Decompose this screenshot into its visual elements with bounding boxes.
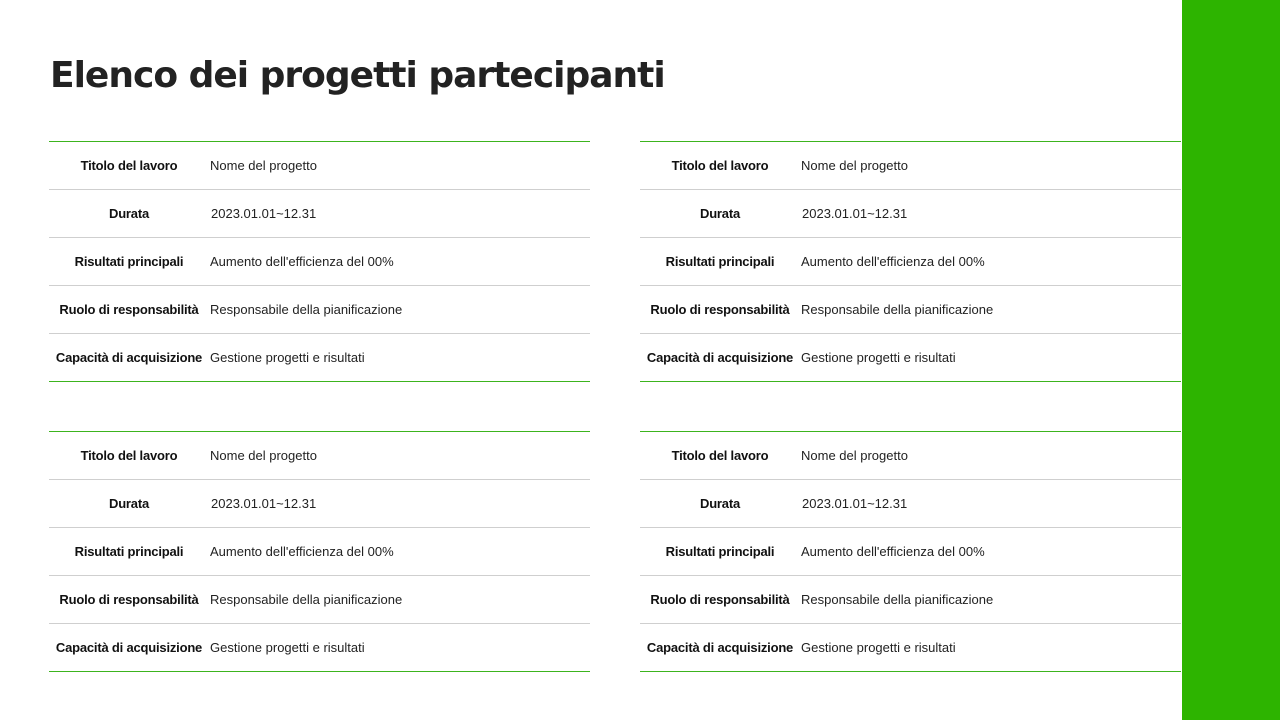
row-value: Responsabile della pianificazione bbox=[210, 592, 403, 607]
row-label: Titolo del lavoro bbox=[671, 448, 769, 463]
project-card-3 bbox=[49, 431, 590, 672]
project-card-1 bbox=[49, 141, 590, 382]
row-role bbox=[640, 576, 1181, 624]
row-role bbox=[49, 576, 590, 624]
row-label: Ruolo di responsabilità bbox=[650, 302, 790, 317]
row-value: Gestione progetti e risultati bbox=[210, 640, 365, 655]
row-label: Ruolo di responsabilità bbox=[59, 592, 199, 607]
row-value: Responsabile della pianificazione bbox=[801, 592, 994, 607]
row-label: Durata bbox=[109, 496, 149, 511]
accent-side-bar bbox=[1182, 0, 1280, 720]
row-label: Risultati principali bbox=[74, 254, 184, 269]
row-label: Capacità di acquisizione bbox=[55, 350, 203, 365]
row-value: 2023.01.01~12.31 bbox=[802, 496, 908, 511]
row-value: 2023.01.01~12.31 bbox=[211, 206, 317, 221]
row-duration bbox=[49, 190, 590, 238]
row-value: Nome del progetto bbox=[210, 448, 317, 463]
row-label: Durata bbox=[700, 496, 740, 511]
row-label: Risultati principali bbox=[74, 544, 184, 559]
row-value: 2023.01.01~12.31 bbox=[802, 206, 908, 221]
row-duration bbox=[640, 480, 1181, 528]
row-label: Ruolo di responsabilità bbox=[59, 302, 199, 317]
row-job-title bbox=[49, 432, 590, 480]
row-job-title bbox=[640, 432, 1181, 480]
row-label: Capacità di acquisizione bbox=[55, 640, 203, 655]
row-job-title bbox=[49, 142, 590, 190]
row-label: Durata bbox=[700, 206, 740, 221]
row-skills bbox=[640, 624, 1181, 671]
row-value: Gestione progetti e risultati bbox=[801, 640, 956, 655]
row-value: Aumento dell'efficienza del 00% bbox=[801, 254, 985, 269]
project-card-2 bbox=[640, 141, 1181, 382]
row-value: Gestione progetti e risultati bbox=[801, 350, 956, 365]
row-label: Capacità di acquisizione bbox=[646, 350, 794, 365]
row-value: Gestione progetti e risultati bbox=[210, 350, 365, 365]
row-role bbox=[640, 286, 1181, 334]
row-label: Titolo del lavoro bbox=[80, 448, 178, 463]
row-label: Durata bbox=[109, 206, 149, 221]
row-skills bbox=[49, 334, 590, 381]
row-value: Aumento dell'efficienza del 00% bbox=[210, 544, 394, 559]
row-job-title bbox=[640, 142, 1181, 190]
row-value: Nome del progetto bbox=[801, 448, 908, 463]
project-card-4 bbox=[640, 431, 1181, 672]
row-skills bbox=[640, 334, 1181, 381]
row-label: Risultati principali bbox=[665, 254, 775, 269]
row-label: Capacità di acquisizione bbox=[646, 640, 794, 655]
row-label: Titolo del lavoro bbox=[80, 158, 178, 173]
row-role bbox=[49, 286, 590, 334]
row-value: Responsabile della pianificazione bbox=[210, 302, 403, 317]
row-duration bbox=[49, 480, 590, 528]
row-main-results bbox=[49, 528, 590, 576]
row-value: Aumento dell'efficienza del 00% bbox=[801, 544, 985, 559]
row-value: Nome del progetto bbox=[210, 158, 317, 173]
row-label: Ruolo di responsabilità bbox=[650, 592, 790, 607]
row-main-results bbox=[640, 238, 1181, 286]
row-value: Aumento dell'efficienza del 00% bbox=[210, 254, 394, 269]
row-duration bbox=[640, 190, 1181, 238]
row-value: 2023.01.01~12.31 bbox=[211, 496, 317, 511]
row-main-results bbox=[640, 528, 1181, 576]
page-title: Elenco dei progetti partecipanti bbox=[50, 55, 665, 96]
row-main-results bbox=[49, 238, 590, 286]
row-skills bbox=[49, 624, 590, 671]
row-label: Titolo del lavoro bbox=[671, 158, 769, 173]
row-value: Nome del progetto bbox=[801, 158, 908, 173]
row-value: Responsabile della pianificazione bbox=[801, 302, 994, 317]
row-label: Risultati principali bbox=[665, 544, 775, 559]
